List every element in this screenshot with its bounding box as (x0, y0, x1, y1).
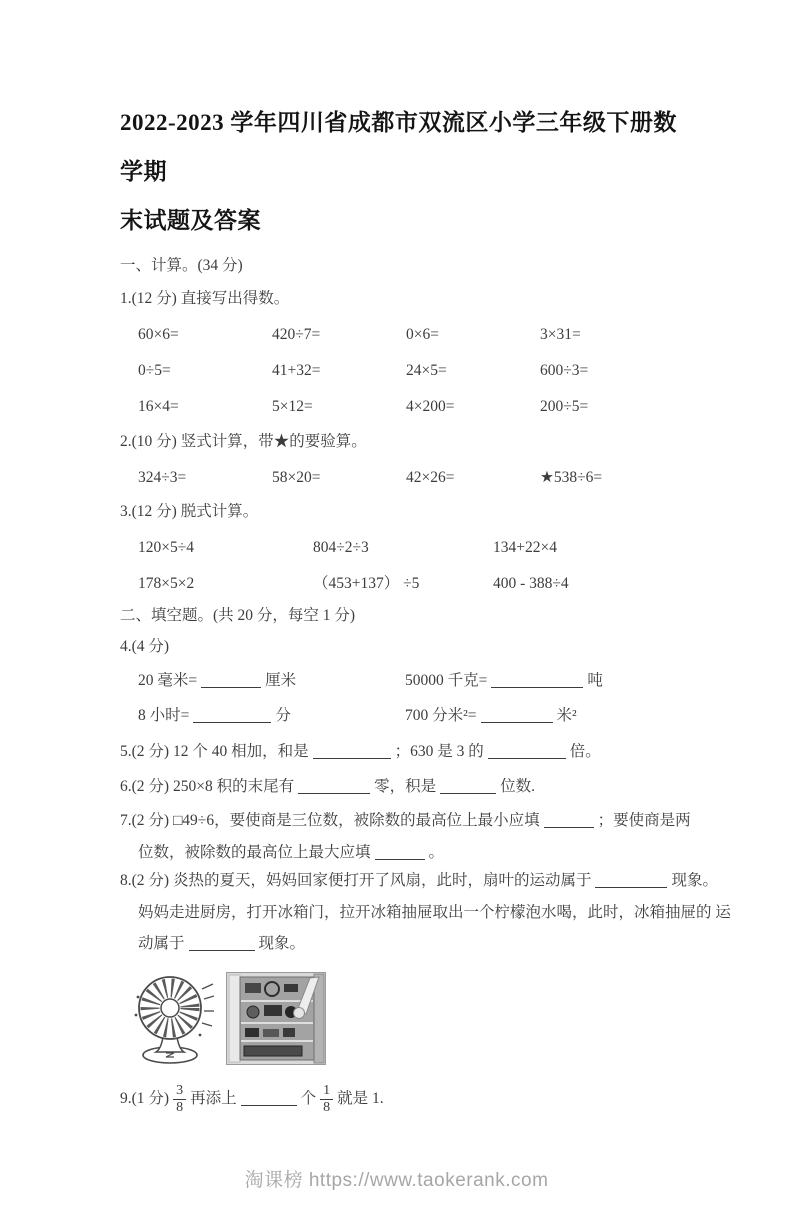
title-line-2: 末试题及答案 (120, 208, 261, 233)
expression: 134+22×4 (493, 539, 557, 556)
answer-blank (595, 872, 667, 888)
expression: 400 - 388÷4 (493, 575, 569, 592)
q4-row-1 (120, 669, 693, 693)
answer-blank (491, 672, 583, 688)
q8-illustrations (130, 967, 693, 1065)
answer-blank (544, 812, 594, 828)
q2-row (120, 467, 693, 489)
expression: 5×12= (272, 398, 313, 415)
expression: 178×5×2 (138, 575, 195, 592)
expression: 42×26= (406, 469, 455, 486)
expression: 804÷2÷3 (313, 539, 369, 556)
q4-row-2 (120, 704, 693, 728)
expression: 120×5÷4 (138, 539, 194, 556)
q3-label: 3.(12 分) 脱式计算。 (120, 503, 259, 520)
fill-in-item: 20 毫米= 厘米 (138, 672, 297, 689)
answer-blank (241, 1090, 297, 1106)
section1-heading: 一、计算。(34 分) (120, 257, 243, 274)
q8-line-2: 妈妈走进厨房，打开冰箱门，拉开冰箱抽屉取出一个柠檬泡水喝，此时，冰箱抽屉的 运 (138, 904, 731, 921)
fraction-1-8: $\frac{1}{8}$ (320, 1083, 333, 1116)
watermark-footer: 淘课榜 https://www.taokerank.com (244, 1170, 549, 1191)
q1-label: 1.(12 分) 直接写出得数。 (120, 290, 290, 307)
q7-line-2: 位数，被除数的最高位上最大应填 。 (138, 844, 445, 861)
answer-blank (375, 844, 425, 860)
expression: 0×6= (406, 326, 439, 343)
exam-document (0, 98, 793, 1220)
expression: 600÷3= (540, 362, 589, 379)
title-line-1: 2022-2023 学年四川省成都市双流区小学三年级下册数学期 (120, 110, 677, 184)
q5: 5.(2 分) 12 个 40 相加，和是 ；630 是 3 的 倍。 (120, 743, 601, 760)
q3-row-2 (120, 573, 693, 595)
q1-row-1 (120, 324, 693, 346)
q4-label: 4.(4 分) (120, 638, 170, 655)
fraction-3-8: $\frac{3}{8}$ (173, 1083, 186, 1116)
q9: 9.(1 分) $\frac{3}{8}$ 再添上 个 $\frac{1}{8}$ 就是 1. (120, 1082, 384, 1115)
expression: 3×31= (540, 326, 581, 343)
fridge-illustration (226, 972, 326, 1065)
expression: （453+137） ÷5 (313, 575, 420, 592)
section2-heading: 二、填空题。(共 20 分，每空 1 分) (120, 607, 356, 624)
q3-row-1 (120, 537, 693, 559)
answer-blank (201, 672, 261, 688)
expression: 324÷3= (138, 469, 187, 486)
fill-in-item: 8 小时= 分 (138, 707, 291, 724)
expression: 24×5= (406, 362, 447, 379)
q7-line-1: 7.(2 分) □49÷6，要使商是三位数，被除数的最高位上最小应填 ；要使商是两 (120, 812, 691, 829)
expression: 420÷7= (272, 326, 321, 343)
fan-illustration (130, 971, 214, 1065)
answer-blank (189, 935, 255, 951)
answer-blank (313, 743, 391, 759)
expression: 0÷5= (138, 362, 171, 379)
q2-label: 2.(10 分) 竖式计算，带★的要验算。 (120, 433, 367, 450)
fill-in-item: 700 分米²= 米² (405, 707, 577, 724)
expression: 41+32= (272, 362, 321, 379)
page-title (120, 98, 693, 245)
expression: 200÷5= (540, 398, 589, 415)
q1-row-3 (120, 396, 693, 418)
expression: 4×200= (406, 398, 455, 415)
q6: 6.(2 分) 250×8 积的末尾有 零，积是 位数. (120, 778, 535, 795)
q1-row-2 (120, 360, 693, 382)
expression: ★538÷6= (540, 469, 603, 486)
answer-blank (298, 778, 370, 794)
expression: 16×4= (138, 398, 179, 415)
answer-blank (193, 707, 271, 723)
fill-in-item: 50000 千克= 吨 (405, 672, 603, 689)
expression: 58×20= (272, 469, 321, 486)
expression: 60×6= (138, 326, 179, 343)
answer-blank (440, 778, 496, 794)
answer-blank (481, 707, 553, 723)
q8-line-3: 动属于 现象。 (138, 935, 306, 952)
answer-blank (488, 743, 566, 759)
q8-line-1: 8.(2 分) 炎热的夏天，妈妈回家便打开了风扇，此时，扇叶的运动属于 现象。 (120, 872, 718, 889)
